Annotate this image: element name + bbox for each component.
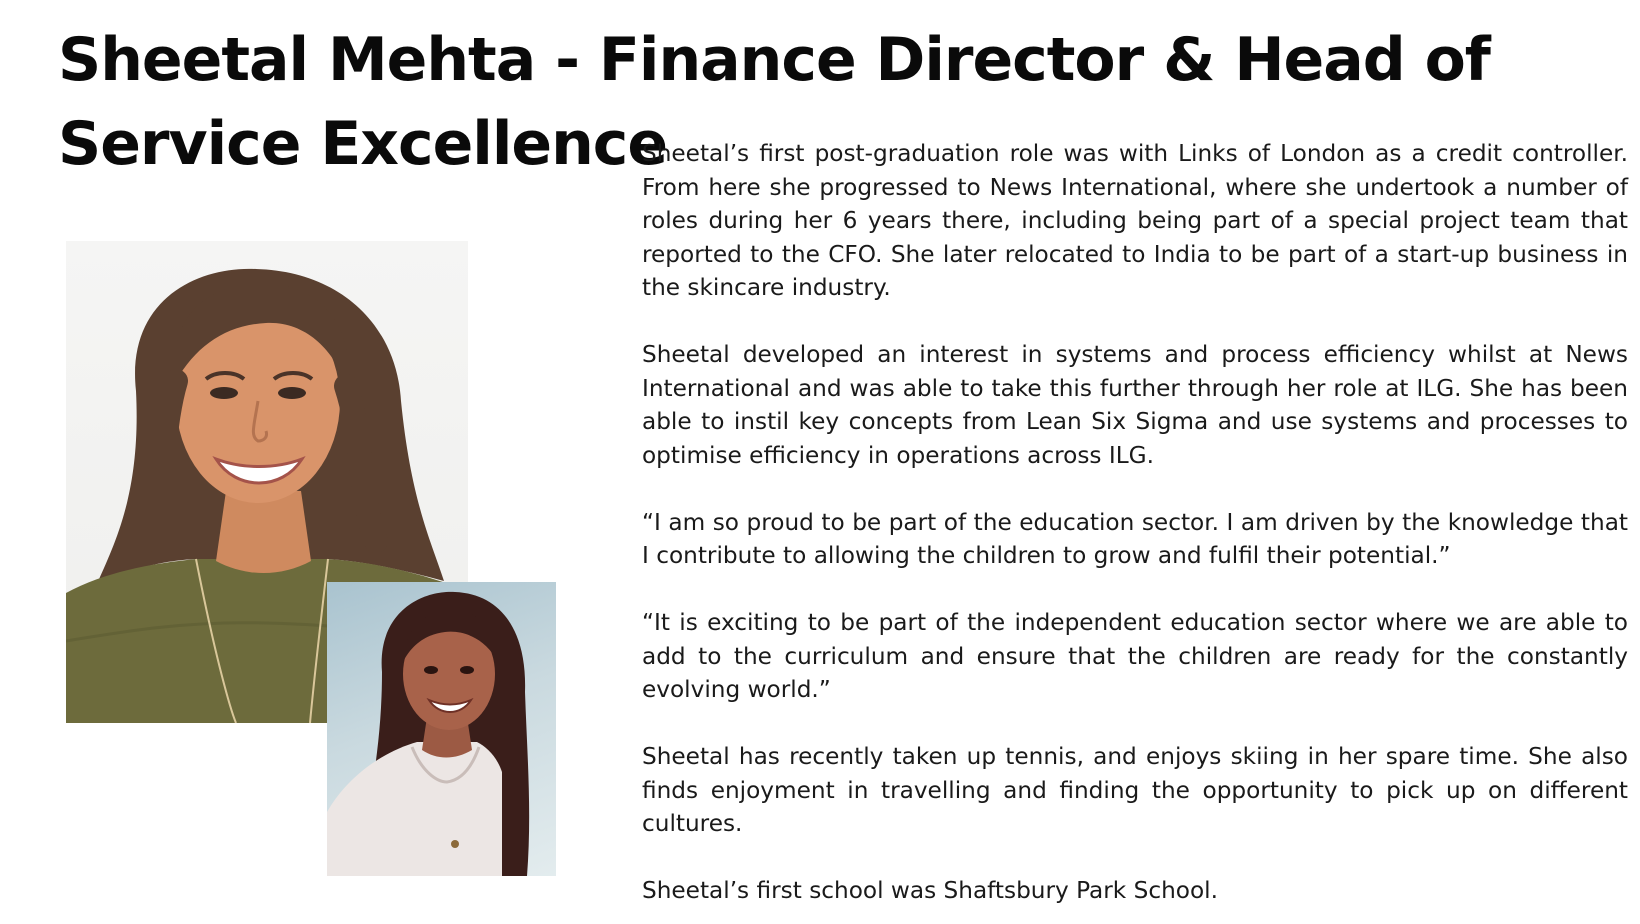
bio-paragraph: Sheetal’s first post-graduation role was with Links of London as a credit controller. From here she progressed to News International, where she undertook a number of roles during her 6 years there, including being part of a special project team that reported to the CFO. She later relocated to India to be part of a start-up business in the skincare industry.: [642, 140, 1628, 301]
bio-text-block: [642, 137, 1628, 908]
bio-paragraph: Sheetal’s first school was Shaftsbury Park School.: [642, 877, 1218, 904]
quote-paragraph: “It is exciting to be part of the independent education sector where we are able to add to the curriculum and ensure that the children are ready for the constantly evolving world.”: [642, 609, 1628, 703]
page-title-line-1: Sheetal Mehta - Finance Director & Head of: [58, 25, 1490, 95]
childhood-illustration: [327, 582, 556, 876]
bio-paragraph: Sheetal developed an interest in systems and process efficiency whilst at News International and was able to take this further through her role at ILG. She has been able to instil key concepts from Lean Six Sigma and use systems and processes to optimise efficiency in operations across ILG.: [642, 341, 1628, 469]
bio-paragraph: Sheetal has recently taken up tennis, and enjoys skiing in her spare time. She also finds enjoyment in travelling and finding the opportunity to pick up on different cultures.: [642, 743, 1628, 837]
quote-paragraph: “I am so proud to be part of the education sector. I am driven by the knowledge that I contribute to allowing the children to grow and fulfil their potential.”: [642, 508, 1628, 569]
page-title-line-2: Service Excellence: [58, 109, 668, 179]
childhood-portrait-photo: [327, 582, 556, 876]
